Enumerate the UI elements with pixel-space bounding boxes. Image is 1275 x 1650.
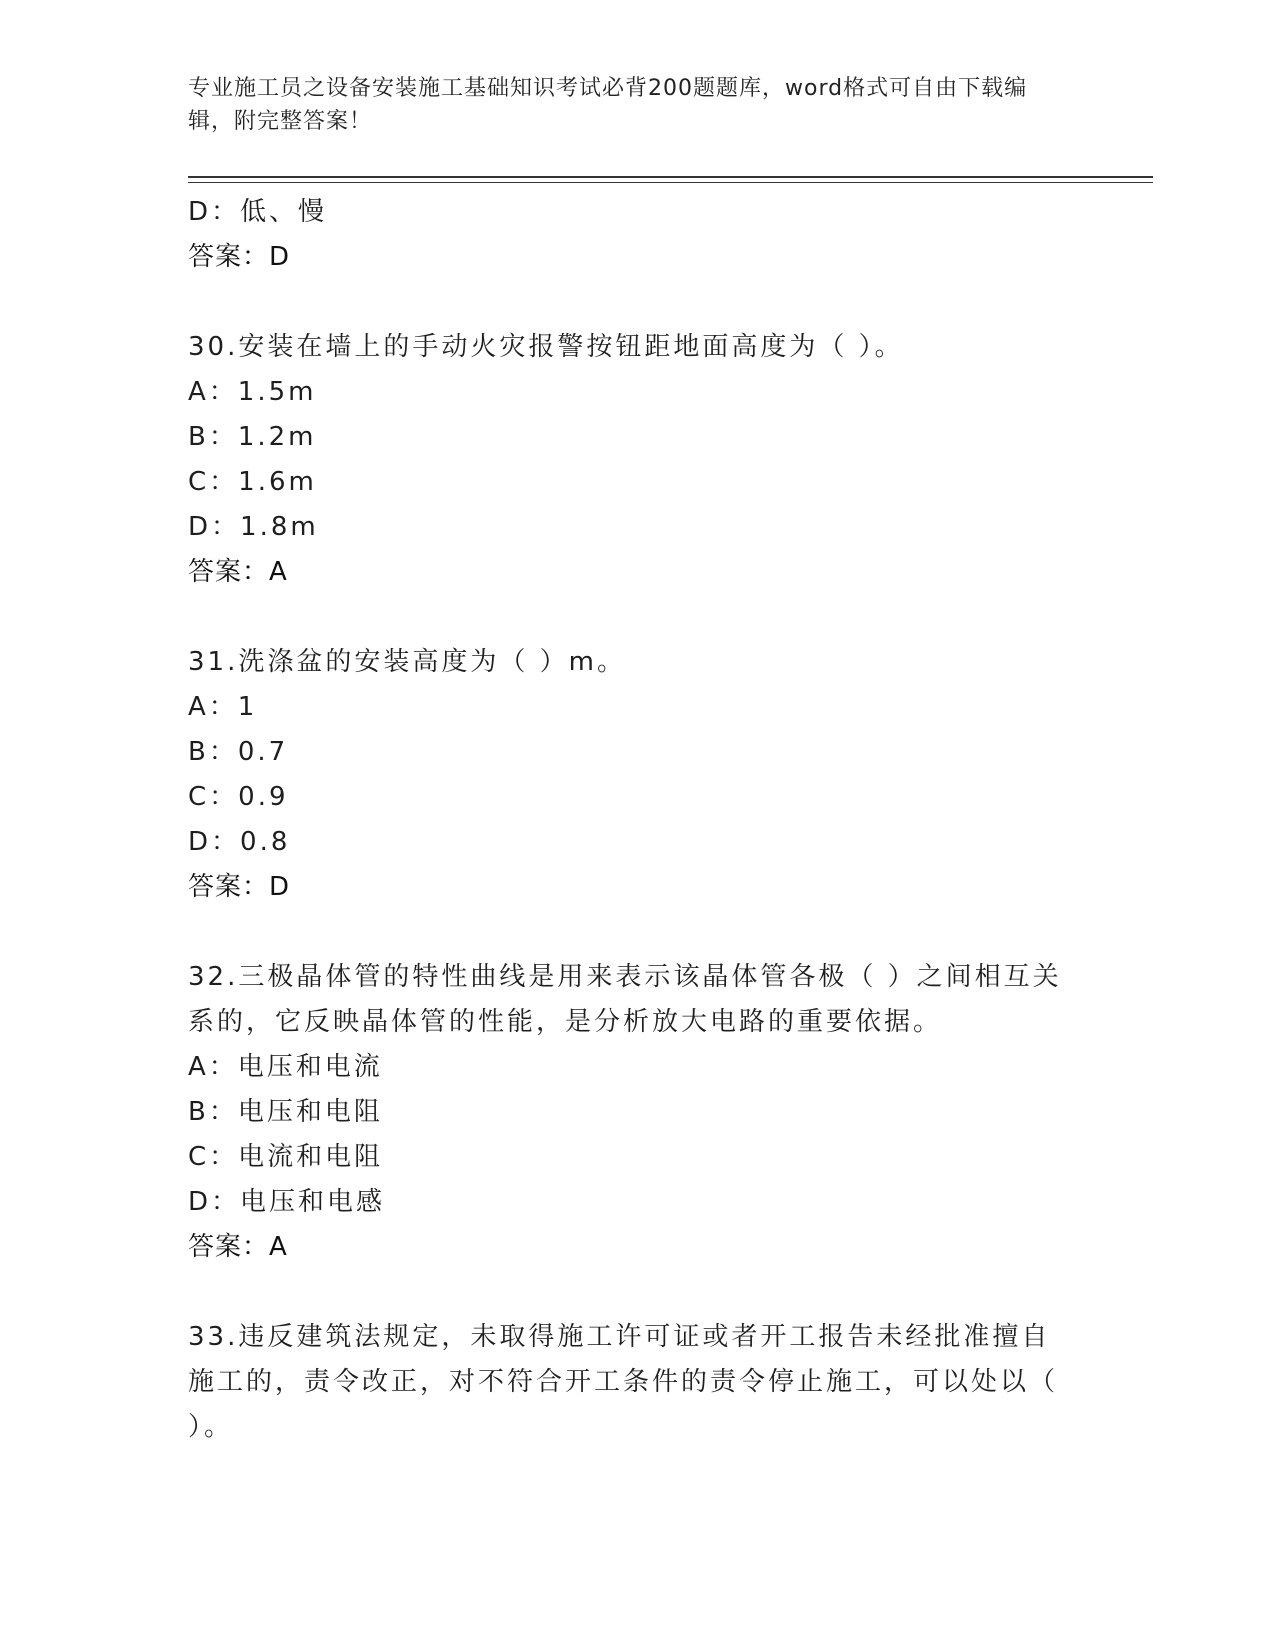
question-stem: 33.违反建筑法规定，未取得施工许可证或者开工报告未经批准擅自施工的，责令改正，对不符合开工条件的责令停止施工，可以处以（ ）。 [188,1322,1059,1442]
question-30 [188,325,1088,595]
option-d: D：电压和电感 [188,1187,386,1217]
option-c: C：0.9 [188,782,289,812]
option-b: B：电压和电阻 [188,1097,383,1127]
document-body [188,190,1088,1450]
answer: 答案：A [188,1232,288,1262]
option-d: D：0.8 [188,827,291,857]
option-a: A：1.5m [188,377,317,407]
answer: 答案：A [188,557,288,587]
question-33 [188,1315,1088,1450]
option-a: A：电压和电流 [188,1052,383,1082]
prev-option-d: D：低、慢 [188,197,328,227]
option-b: B：0.7 [188,737,289,767]
option-d: D：1.8m [188,512,319,542]
question-stem: 32.三极晶体管的特性曲线是用来表示该晶体管各极（ ）之间相互关系的，它反映晶体管的性能，是分析放大电路的重要依据。 [188,962,1062,1037]
spacer [188,595,1088,640]
option-c: C：1.6m [188,467,317,497]
option-c: C：电流和电阻 [188,1142,384,1172]
question-stem: 31.洗涤盆的安装高度为（ ）m。 [188,647,626,677]
question-31 [188,640,1088,910]
header-rule-thick [188,176,1153,178]
prev-answer: 答案：D [188,242,291,272]
spacer [188,1270,1088,1315]
question-stem: 30.安装在墙上的手动火灾报警按钮距地面高度为（ ）。 [188,332,904,362]
spacer [188,280,1088,325]
document-header: 专业施工员之设备安装施工基础知识考试必背200题题库，word格式可自由下载编辑，附完整答案！ [188,76,1028,134]
option-a: A：1 [188,692,258,722]
option-b: B：1.2m [188,422,317,452]
header-rule-thin [188,182,1153,183]
question-32 [188,955,1088,1270]
answer: 答案：D [188,872,291,902]
spacer [188,910,1088,955]
